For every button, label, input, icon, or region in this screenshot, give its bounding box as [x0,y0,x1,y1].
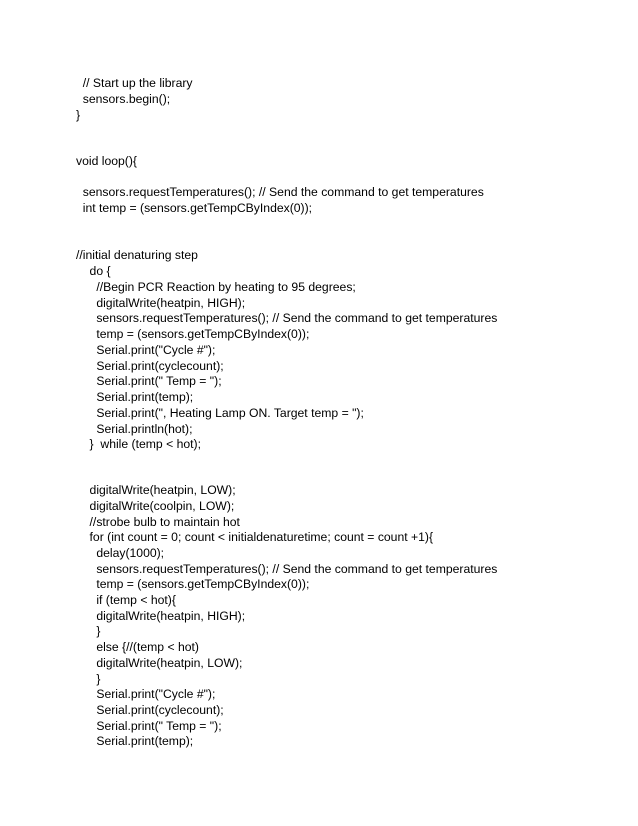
code-line: // Start up the library [76,76,193,90]
code-line: Serial.print(cyclecount); [76,703,224,717]
code-line: Serial.print(temp); [76,734,194,748]
code-line: digitalWrite(heatpin, LOW); [76,656,243,670]
code-line: } [76,672,101,686]
code-line: Serial.print(", Heating Lamp ON. Target temp = "); [76,406,364,420]
code-line: //initial denaturing step [76,248,198,262]
code-line: digitalWrite(heatpin, HIGH); [76,296,246,310]
code-line: temp = (sensors.getTempCByIndex(0)); [76,577,310,591]
code-line: sensors.requestTemperatures(); // Send the command to get temperatures [76,562,498,576]
code-line: digitalWrite(heatpin, HIGH); [76,609,246,623]
code-line: else {//(temp < hot) [76,640,199,654]
code-line: delay(1000); [76,546,165,560]
code-line: } [76,624,101,638]
code-line: Serial.print(" Temp = "); [76,374,222,388]
code-line: Serial.print("Cycle #"); [76,687,216,701]
code-line: Serial.print(cyclecount); [76,359,224,373]
code-line: Serial.print("Cycle #"); [76,343,216,357]
code-line: temp = (sensors.getTempCByIndex(0)); [76,327,310,341]
code-line: //Begin PCR Reaction by heating to 95 degrees; [76,280,356,294]
code-line: sensors.requestTemperatures(); // Send the command to get temperatures [76,185,484,199]
code-line: Serial.println(hot); [76,422,193,436]
code-line: digitalWrite(coolpin, LOW); [76,499,235,513]
code-line: void loop(){ [76,154,137,168]
code-line: } [76,108,81,122]
code-line: int temp = (sensors.getTempCByIndex(0)); [76,201,313,215]
code-line: sensors.begin(); [76,92,171,106]
code-line: sensors.requestTemperatures(); // Send the command to get temperatures [76,311,498,325]
code-line: digitalWrite(heatpin, LOW); [76,483,236,497]
code-line: for (int count = 0; count < initialdenaturetime; count = count +1){ [76,530,434,544]
code-line: Serial.print(temp); [76,390,194,404]
code-line: //strobe bulb to maintain hot [76,515,240,529]
code-line: Serial.print(" Temp = "); [76,719,222,733]
code-line: do { [76,264,111,278]
code-line: if (temp < hot){ [76,593,176,607]
code-line: } while (temp < hot); [76,437,201,451]
